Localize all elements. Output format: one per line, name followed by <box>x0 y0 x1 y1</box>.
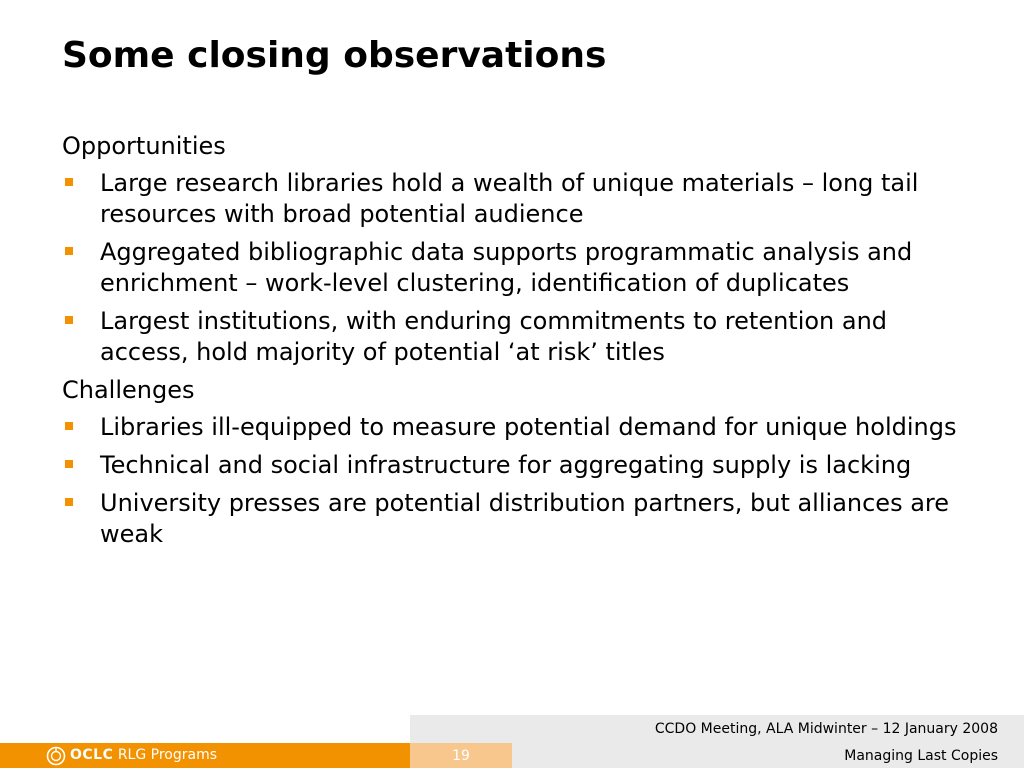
bullet-item <box>62 488 972 550</box>
oclc-logo-icon <box>46 746 66 766</box>
bullet-text: University presses are potential distribution partners, but alliances are weak <box>100 489 950 548</box>
footer-org-name: OCLC <box>70 747 114 763</box>
page-number: 19 <box>452 748 470 764</box>
footer-topic-bar <box>512 743 1024 768</box>
bullet-text: Largest institutions, with enduring commitments to retention and access, hold majority of potential ‘at risk’ titles <box>100 307 888 366</box>
footer-topic-text: Managing Last Copies <box>844 748 998 764</box>
opportunities-list <box>62 168 972 368</box>
orange-square-bullet-icon <box>65 460 73 468</box>
bullet-text: Libraries ill-equipped to measure potential demand for unique holdings <box>100 413 957 441</box>
bullet-text: Aggregated bibliographic data supports programmatic analysis and enrichment – work-level clustering, identification of duplicates <box>100 238 913 297</box>
section-heading-opportunities: Opportunities <box>62 132 226 160</box>
footer-brand-bar <box>0 743 410 768</box>
page-number-box <box>410 743 512 768</box>
bullet-item <box>62 237 972 299</box>
footer-meeting-text: CCDO Meeting, ALA Midwinter – 12 January 2008 <box>654 721 998 737</box>
bullet-text: Technical and social infrastructure for aggregating supply is lacking <box>100 451 912 479</box>
bullet-item <box>62 412 972 443</box>
orange-square-bullet-icon <box>65 498 73 506</box>
orange-square-bullet-icon <box>65 247 73 255</box>
bullet-item <box>62 168 972 230</box>
bullet-item <box>62 306 972 368</box>
orange-square-bullet-icon <box>65 178 73 186</box>
slide-body <box>62 131 972 557</box>
bullet-text: Large research libraries hold a wealth of unique materials – long tail resources with broad potential audience <box>100 169 919 228</box>
footer-brand <box>70 747 217 763</box>
footer-program-name: RLG Programs <box>117 747 218 763</box>
bullet-item <box>62 450 972 481</box>
orange-square-bullet-icon <box>65 422 73 430</box>
slide-title: Some closing observations <box>62 35 607 76</box>
orange-square-bullet-icon <box>65 316 73 324</box>
section-heading-challenges: Challenges <box>62 376 195 404</box>
footer-meeting-bar <box>410 715 1024 743</box>
challenges-list <box>62 412 972 550</box>
slide-footer <box>0 715 1024 768</box>
